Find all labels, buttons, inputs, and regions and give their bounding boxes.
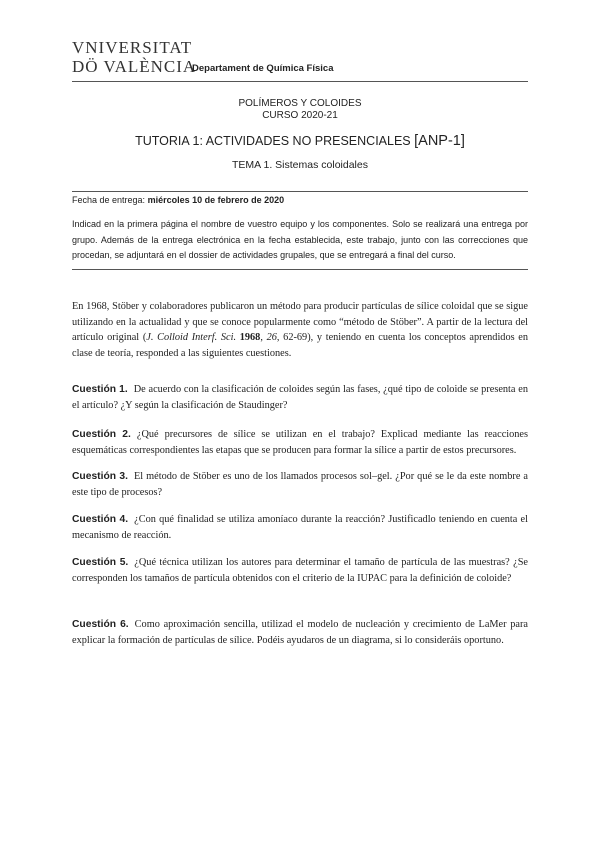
question-text: ¿Qué precursores de sílice se utilizan en el trabajo? Explicad mediante las reacciones esquemáticas correspondientes las etapas que se producen para formar la sílice a partir de estos precursores. (72, 429, 528, 456)
tutoria-title (72, 133, 528, 149)
question-1 (72, 382, 528, 413)
course-year: CURSO 2020-21 (262, 110, 338, 121)
intro-text-end: , 62-69), y teniendo en cuenta los conceptos aprendidos en clase de teoría, responded a las siguientes cuestiones. (72, 332, 529, 359)
question-3 (72, 469, 528, 500)
logo-line-1: VNIVERSITAT (72, 38, 193, 57)
delivery-instructions: Indicad en la primera página el nombre de vuestro equipo y los componentes. Solo se realizará una entrega por grupo. Además de la entrega electrónica en la fecha establecida, este trabajo, junto con las correcciones que procedan, se adjuntará en el dossier de actividades grupales, que se entregará a final del curso. (72, 219, 528, 260)
delivery-date-value: miércoles 10 de febrero de 2020 (147, 195, 285, 205)
journal-volume: 26 (266, 332, 277, 344)
question-label: Cuestión 3. (72, 471, 128, 482)
question-text: ¿Con qué finalidad se utiliza amoníaco durante la reacción? Justificadlo teniendo en cuenta el mecanismo de reacción. (72, 514, 528, 541)
journal-name: J. Colloid Interf. Sci. (146, 332, 237, 344)
department-name: Departament de Química Física (192, 63, 334, 74)
intro-text: En 1968, Stöber y colaboradores publicaron un método para producir partículas de sílice coloidal que se sigue utilizando en la actualidad y que se conoce popularmente como “método de Stöber”. A partir de la lectura del artículo original ( (72, 301, 528, 344)
delivery-date (72, 193, 528, 209)
tutoria-name: TUTORIA 1: ACTIVIDADES NO PRESENCIALES (135, 134, 411, 148)
question-4 (72, 512, 528, 543)
question-label: Cuestión 4. (72, 514, 129, 525)
university-logo (72, 38, 196, 76)
question-6 (72, 617, 528, 648)
question-text: De acuerdo con la clasificación de coloides según las fases, ¿qué tipo de coloide se presenta en el artículo? ¿Y según la clasificación de Staudinger? (72, 384, 528, 411)
divider (72, 269, 528, 270)
journal-year: 1968 (239, 332, 261, 344)
course-title: POLÍMEROS Y COLOIDES (238, 98, 362, 109)
question-text: El método de Stöber es uno de los llamados procesos sol–gel. ¿Por qué se le da este nombre a este tipo de procesos? (72, 471, 528, 498)
header-divider (72, 81, 528, 82)
question-text: ¿Qué técnica utilizan los autores para determinar el tamaño de partícula de las muestras? ¿Se corresponden los tamaños de partícula obtenidos con el criterio de la IUPAC para la definición de coloide? (72, 557, 528, 584)
logo-line-2: DÖ VALÈNCIA (72, 57, 197, 76)
question-label: Cuestión 2. (72, 429, 131, 440)
question-text: Como aproximación sencilla, utilizad el modelo de nucleación y crecimiento de LaMer para explicar la formación de partículas de sílice. Podéis ayudaros de un diagrama, si lo consideráis oportuno. (72, 619, 529, 646)
delivery-label: Fecha de entrega: (72, 195, 146, 205)
tema-title: TEMA 1. Sistemas coloidales (232, 159, 368, 171)
question-label: Cuestión 6. (72, 619, 129, 630)
question-label: Cuestión 5. (72, 557, 129, 568)
intro-paragraph: En 1968, Stöber y colaboradores publicaron un método para producir partículas de sílice coloidal que se sigue utilizando en la actualidad y que se conoce popularmente como “método de Stöber”. A partir de la lectura del artículo original (J. Colloid Interf. Sci. 1968, 26, 62-69), y teniendo en cuenta los conceptos aprendidos en clase de teoría, responded a las siguientes cuestiones. (72, 301, 529, 359)
question-5 (72, 555, 528, 586)
tutoria-code: [ANP-1] (414, 133, 465, 149)
question-label: Cuestión 1. (72, 384, 128, 395)
question-2 (72, 427, 528, 458)
